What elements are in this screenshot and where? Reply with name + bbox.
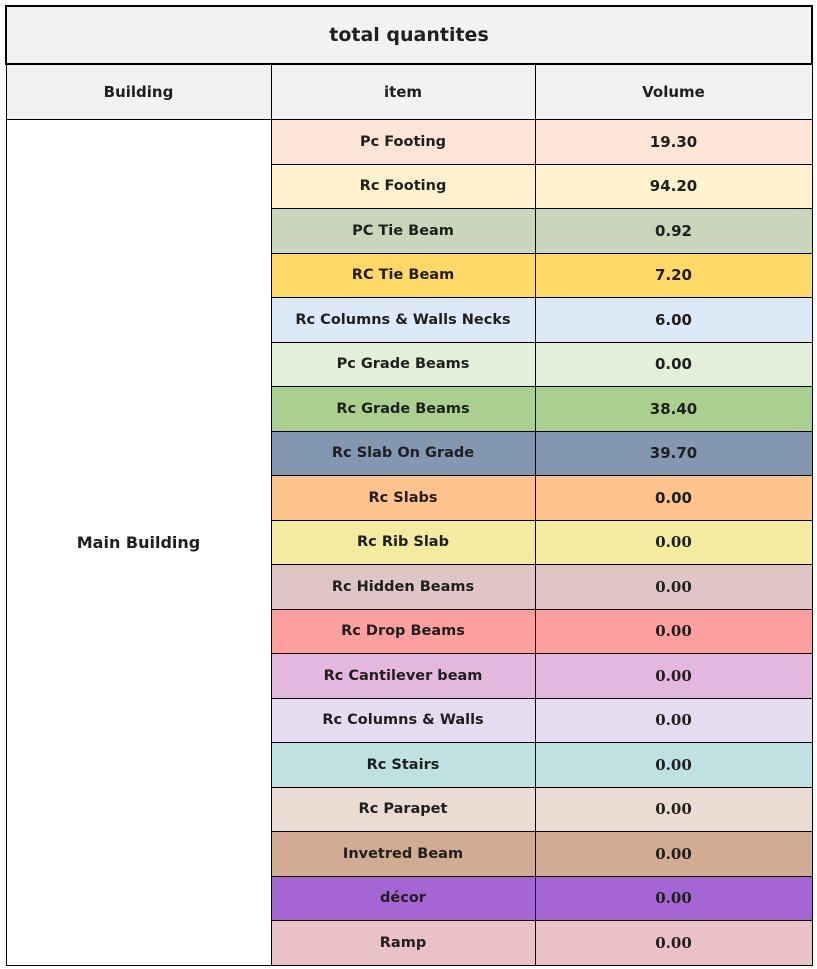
volume-cell: 94.20 bbox=[535, 164, 812, 209]
quantities-table bbox=[5, 5, 813, 966]
item-cell: Rc Grade Beams bbox=[271, 387, 535, 432]
item-cell: Rc Slab On Grade bbox=[271, 431, 535, 476]
volume-cell: 0.00 bbox=[535, 565, 812, 610]
table-body bbox=[6, 120, 812, 966]
volume-cell: 0.00 bbox=[535, 520, 812, 565]
table-title: total quantites bbox=[6, 6, 812, 64]
item-cell: Rc Rib Slab bbox=[271, 520, 535, 565]
item-cell: Rc Columns & Walls bbox=[271, 698, 535, 743]
volume-cell: 0.00 bbox=[535, 609, 812, 654]
item-cell: Pc Grade Beams bbox=[271, 342, 535, 387]
volume-cell: 0.00 bbox=[535, 342, 812, 387]
item-cell: Pc Footing bbox=[271, 120, 535, 165]
volume-cell: 0.00 bbox=[535, 832, 812, 877]
volume-cell: 0.00 bbox=[535, 743, 812, 788]
item-cell: décor bbox=[271, 876, 535, 921]
column-header-building: Building bbox=[6, 64, 271, 120]
item-cell: Rc Hidden Beams bbox=[271, 565, 535, 610]
item-cell: Rc Cantilever beam bbox=[271, 654, 535, 699]
volume-cell: 38.40 bbox=[535, 387, 812, 432]
volume-cell: 0.00 bbox=[535, 876, 812, 921]
volume-cell: 0.00 bbox=[535, 476, 812, 521]
volume-cell: 39.70 bbox=[535, 431, 812, 476]
volume-cell: 0.00 bbox=[535, 654, 812, 699]
volume-cell: 0.00 bbox=[535, 787, 812, 832]
item-cell: Rc Slabs bbox=[271, 476, 535, 521]
item-cell: Rc Parapet bbox=[271, 787, 535, 832]
item-cell: Rc Stairs bbox=[271, 743, 535, 788]
column-header-volume: Volume bbox=[535, 64, 812, 120]
item-cell: Rc Columns & Walls Necks bbox=[271, 298, 535, 343]
volume-cell: 0.00 bbox=[535, 921, 812, 966]
item-cell: Ramp bbox=[271, 921, 535, 966]
volume-cell: 19.30 bbox=[535, 120, 812, 165]
column-header-item: item bbox=[271, 64, 535, 120]
volume-cell: 6.00 bbox=[535, 298, 812, 343]
table-row bbox=[6, 120, 812, 165]
volume-cell: 0.92 bbox=[535, 209, 812, 254]
building-name-cell: Main Building bbox=[6, 120, 271, 966]
item-cell: Invetred Beam bbox=[271, 832, 535, 877]
item-cell: PC Tie Beam bbox=[271, 209, 535, 254]
volume-cell: 0.00 bbox=[535, 698, 812, 743]
item-cell: RC Tie Beam bbox=[271, 253, 535, 298]
item-cell: Rc Footing bbox=[271, 164, 535, 209]
volume-cell: 7.20 bbox=[535, 253, 812, 298]
item-cell: Rc Drop Beams bbox=[271, 609, 535, 654]
